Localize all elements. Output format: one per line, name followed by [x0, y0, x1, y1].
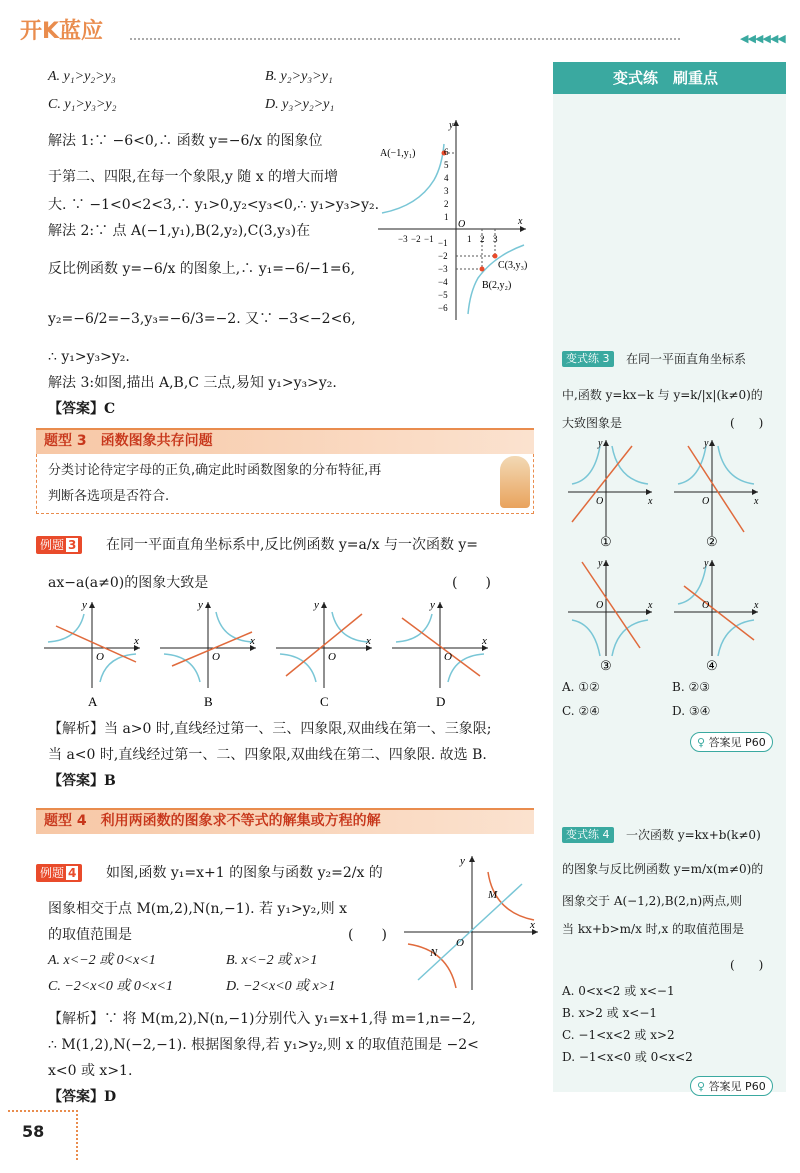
svg-text:x: x	[482, 635, 487, 647]
ex4-tag: 例题 4	[36, 864, 82, 882]
svg-text:−2: −2	[411, 234, 421, 244]
solution-line-1: 解法 1:∵ −6<0,∴ 函数 y=−6/x 的图象位	[48, 133, 323, 149]
svg-text:2: 2	[444, 199, 449, 209]
label-a: A(−1,y₁)	[380, 148, 416, 159]
svg-text:3: 3	[493, 234, 498, 244]
ex3-graph-d	[392, 599, 488, 709]
ex3-answer: 【答案】B	[48, 773, 116, 789]
header-arrows: ◀◀◀◀◀◀	[740, 32, 785, 45]
pin-icon: ♀	[697, 736, 706, 749]
svg-text:−3: −3	[438, 264, 448, 274]
ex4-jiexi-1: 【解析】∵ 将 M(m,2),N(n,−1)分别代入 y₁=x+1,得 m=1,n=−2,	[48, 1011, 476, 1027]
svg-text:③: ③	[600, 658, 612, 672]
svg-text:y: y	[430, 599, 435, 611]
v3-option-c: C. ②④	[562, 704, 600, 718]
svg-text:D: D	[436, 694, 446, 709]
v3-graph-2	[674, 438, 759, 549]
svg-text:M: M	[488, 889, 498, 901]
svg-text:5: 5	[444, 160, 449, 170]
svg-text:−3: −3	[398, 234, 408, 244]
svg-text:1: 1	[444, 212, 449, 222]
svg-text:x: x	[754, 496, 759, 507]
ex3-line-2: ax−a(a≠0)的图象大致是	[48, 575, 209, 591]
svg-text:O: O	[458, 219, 466, 230]
ex4-option-a: A. x<−2 或 0<x<1	[48, 953, 156, 968]
graph-reciprocal-points	[378, 116, 528, 322]
svg-text:y: y	[704, 438, 709, 449]
v4-answer-button[interactable]: ♀ 答案见 P60	[690, 1076, 773, 1096]
option-c: C. y₁>y₃>y₂	[48, 97, 117, 112]
sidebar-title: 变式练 刷重点	[553, 62, 786, 94]
v3-line-2: 中,函数 y=kx−k 与 y=k/|x|(k≠0)的	[562, 388, 763, 402]
v4-option-c: C. −1<x<2 或 x>2	[562, 1028, 675, 1042]
option-b: B. y₂>y₃>y₁	[265, 69, 333, 84]
v3-option-d: D. ③④	[672, 704, 711, 718]
svg-text:y: y	[82, 599, 87, 611]
svg-text:B: B	[204, 694, 213, 709]
svg-text:N: N	[430, 947, 438, 959]
ex4-paren: ( )	[348, 927, 387, 943]
svg-text:y: y	[449, 120, 454, 131]
ex4-answer: 【答案】D	[48, 1089, 117, 1105]
v3-graph-3	[568, 558, 653, 672]
svg-text:O: O	[702, 496, 710, 507]
point-b	[480, 267, 485, 272]
thinker-icon	[500, 456, 530, 508]
svg-text:y: y	[704, 558, 709, 569]
type3-header: 题型 3 函数图象共存问题	[36, 428, 534, 454]
svg-text:y: y	[314, 599, 319, 611]
ex3-graph-c	[276, 599, 372, 709]
ex3-graphs	[40, 596, 510, 712]
label-b: B(2,y₂)	[482, 280, 512, 291]
type3-desc-1: 分类讨论待定字母的正负,确定此时函数图象的分布特征,再	[48, 463, 382, 478]
svg-text:3: 3	[444, 186, 449, 196]
svg-text:O: O	[456, 937, 464, 949]
ex3-tag: 例题 3	[36, 536, 82, 554]
option-a: A. y₁>y₂>y₃	[48, 69, 116, 84]
x-tick-labels	[398, 234, 498, 244]
v4-line-1: 一次函数 y=kx+b(k≠0)	[626, 828, 761, 842]
svg-text:x: x	[648, 496, 653, 507]
v3-graphs	[568, 436, 778, 672]
v4-tag: 变式练 4	[562, 826, 614, 843]
svg-text:−2: −2	[438, 251, 448, 261]
ex4-line-3: 的取值范围是	[48, 927, 132, 943]
point-c	[493, 254, 498, 259]
solution-line-7: ∴ y₁>y₃>y₂.	[48, 349, 130, 365]
svg-text:4: 4	[444, 173, 449, 183]
v3-graph-1	[568, 438, 653, 549]
solution-line-3: 大. ∵ −1<0<2<3,∴ y₁>0,y₂<y₃<0,∴ y₁>y₃>y₂.	[48, 197, 380, 213]
pin-icon: ♀	[697, 1080, 706, 1093]
v3-option-b: B. ②③	[672, 680, 710, 694]
svg-text:C: C	[320, 694, 329, 709]
svg-text:A: A	[88, 694, 98, 709]
option-d: D. y₃>y₂>y₁	[265, 97, 335, 112]
ex4-jiexi-3: x<0 或 x>1.	[48, 1063, 133, 1079]
svg-text:②: ②	[706, 534, 718, 549]
svg-text:O: O	[96, 651, 104, 663]
svg-text:O: O	[596, 600, 604, 611]
svg-text:O: O	[596, 496, 604, 507]
v3-line-3: 大致图象是	[562, 416, 623, 430]
ex4-option-d: D. −2<x<0 或 x>1	[226, 979, 336, 994]
svg-text:y: y	[598, 438, 603, 449]
svg-text:④: ④	[706, 658, 718, 672]
svg-text:O: O	[444, 651, 452, 663]
svg-text:x: x	[366, 635, 371, 647]
svg-text:−5: −5	[438, 290, 448, 300]
svg-text:y: y	[198, 599, 203, 611]
answer-prev: 【答案】C	[48, 401, 116, 417]
svg-text:2: 2	[480, 234, 485, 244]
ex4-option-b: B. x<−2 或 x>1	[226, 953, 318, 968]
v3-tag: 变式练 3	[562, 350, 614, 367]
svg-text:y: y	[460, 855, 465, 867]
svg-text:y: y	[598, 558, 603, 569]
v4-option-d: D. −1<x<0 或 0<x<2	[562, 1050, 693, 1064]
solution-line-5: 反比例函数 y=−6/x 的图象上,∴ y₁=−6/−1=6,	[48, 261, 356, 277]
v3-answer-button[interactable]: ♀ 答案见 P60	[690, 732, 773, 752]
svg-text:O: O	[212, 651, 220, 663]
svg-text:x: x	[648, 600, 653, 611]
type3-desc-2: 判断各选项是否符合.	[48, 489, 170, 504]
ex4-jiexi-2: ∴ M(1,2),N(−2,−1). 根据图象得,若 y₁>y₂,则 x 的取值范围是 −2<	[48, 1037, 479, 1053]
svg-text:x: x	[518, 216, 523, 227]
svg-text:−4: −4	[438, 277, 448, 287]
solution-line-6: y₂=−6/2=−3,y₃=−6/3=−2. 又∵ −3<−2<6,	[48, 311, 356, 327]
ex3-line-1: 在同一平面直角坐标系中,反比例函数 y=a/x 与一次函数 y=	[106, 537, 479, 553]
svg-text:O: O	[702, 600, 710, 611]
v4-paren: ( )	[730, 958, 764, 972]
svg-text:6: 6	[444, 147, 449, 157]
ex4-option-c: C. −2<x<0 或 0<x<1	[48, 979, 174, 994]
svg-text:①: ①	[600, 534, 612, 549]
ex3-jiexi-1: 【解析】当 a>0 时,直线经过第一、三、四象限,双曲线在第一、三象限;	[48, 721, 492, 737]
svg-text:−1: −1	[424, 234, 434, 244]
v4-option-b: B. x>2 或 x<−1	[562, 1006, 658, 1020]
ex3-paren: ( )	[452, 575, 491, 591]
solution-line-8: 解法 3:如图,描出 A,B,C 三点,易知 y₁>y₃>y₂.	[48, 375, 337, 391]
v4-line-2: 的图象与反比例函数 y=m/x(m≠0)的	[562, 862, 764, 876]
svg-text:1: 1	[467, 234, 472, 244]
svg-text:x: x	[754, 600, 759, 611]
v4-line-4: 当 kx+b>m/x 时,x 的取值范围是	[562, 922, 745, 936]
svg-text:x: x	[134, 635, 139, 647]
svg-text:−1: −1	[438, 238, 448, 248]
ex4-line-1: 如图,函数 y₁=x+1 的图象与函数 y₂=2/x 的	[106, 865, 383, 881]
ex4-line-2: 图象相交于点 M(m,2),N(n,−1). 若 y₁>y₂,则 x	[48, 901, 347, 917]
header-logo: 开K蓝应	[20, 19, 104, 44]
v4-option-a: A. 0<x<2 或 x<−1	[562, 984, 675, 998]
svg-text:O: O	[328, 651, 336, 663]
solution-line-2: 于第二、四限,在每一个象限,y 随 x 的增大而增	[48, 169, 339, 185]
label-c: C(3,y₃)	[498, 260, 528, 271]
v3-paren: ( )	[730, 416, 764, 430]
svg-text:x: x	[530, 919, 535, 931]
header-dotted-line	[130, 38, 680, 40]
v3-option-a: A. ①②	[562, 680, 600, 694]
solution-line-4: 解法 2:∵ 点 A(−1,y₁),B(2,y₂),C(3,y₃)在	[48, 223, 311, 239]
ex3-graph-b	[160, 599, 256, 709]
y-tick-labels	[438, 147, 449, 313]
v3-line-1: 在同一平面直角坐标系	[626, 352, 747, 366]
v3-graph-4	[674, 558, 759, 672]
type4-header: 题型 4 利用两函数的图象求不等式的解集或方程的解	[36, 808, 534, 834]
v4-line-3: 图象交于 A(−1,2),B(2,n)两点,则	[562, 894, 742, 908]
page-number: 58	[22, 1122, 45, 1141]
svg-text:x: x	[250, 635, 255, 647]
svg-text:−6: −6	[438, 303, 448, 313]
ex3-jiexi-2: 当 a<0 时,直线经过第一、二、四象限,双曲线在第二、四象限. 故选 B.	[48, 747, 487, 763]
ex4-graph	[404, 852, 540, 992]
ex3-graph-a	[44, 599, 140, 709]
